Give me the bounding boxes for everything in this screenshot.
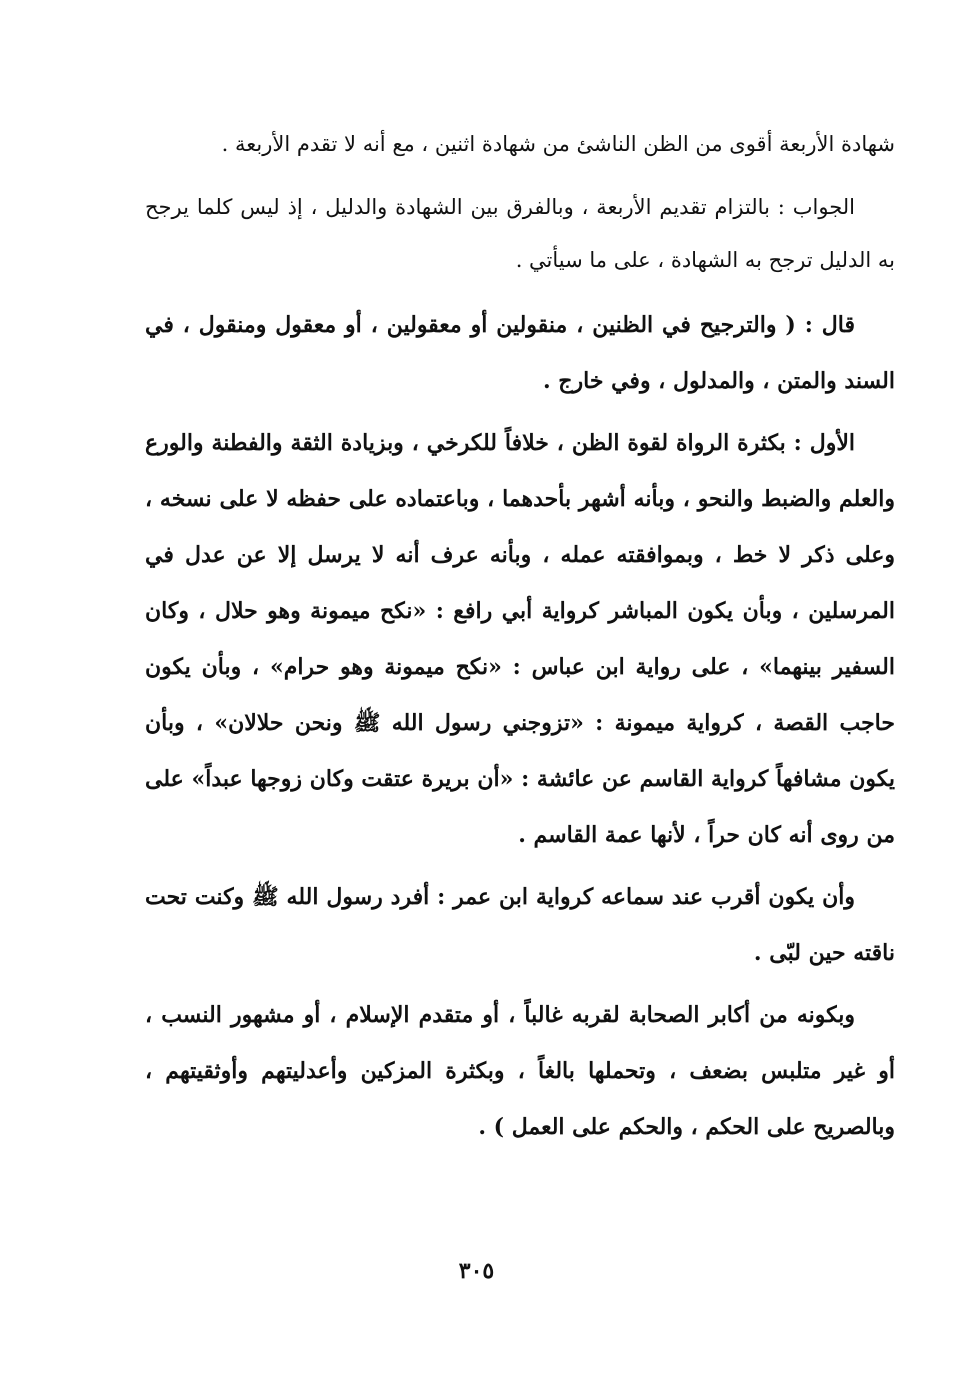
paragraph-companions: وبكونه من أكابر الصحابة لقربه غالباً ، أو متقدم الإسلام ، أو مشهور النسب ، أو غير متلبس بضعف ، وتحملها بالغاً ، وبكثرة المزكين وأعدليتهم وأوثقيتهم ، وبالصريح على الحكم ، والحكم على العمل ) .: [145, 1002, 895, 1140]
paragraph-first: الأول : بكثرة الرواة لقوة الظن ، خلافاً للكرخي ، وبزيادة الثقة والفطنة والورع والعلم والضبط والنحو ، وبأنه أشهر بأحدهما ، وباعتماده على حفظه لا على نسخه ، وعلى ذكر لا خط ، وبموافقته عمله ، وبأنه عرف أنه لا يرسل إلا عن عدل في المرسلين ، وبأن يكون المباشر كرواية أبي رافع : «نكح ميمونة وهو حلال ، وكان السفير بينهما» ، على رواية ابن عباس : «نكح ميمونة وهو حرام» ، وبأن يكون حاجب القصة ، كرواية ميمونة : «تزوجني رسول الله ﷺ ونحن حلالان» ، وبأن يكون مشافهاً كرواية القاسم عن عائشة : «أن بريرة عتقت وكان زوجها عبداً» على من روى أنه كان حراً ، لأنها عمة القاسم .: [145, 430, 895, 848]
paragraph-continuation: شهادة الأربعة أقوى من الظن الناشئ من شهادة اثنين ، مع أنه لا تقدم الأربعة .: [221, 132, 895, 156]
text-body: [145, 118, 895, 1161]
paragraph-qala: قال : ( والترجيح في الظنين ، منقولين أو معقولين ، أو معقول ومنقول ، في السند والمتن ، والمدلول ، وفي خارج .: [145, 312, 895, 394]
paragraph-closeness: وأن يكون أقرب عند سماعه كرواية ابن عمر : أفرد رسول الله ﷺ وكنت تحت ناقته حين لبّى .: [145, 884, 895, 966]
page-number: ٣٠٥: [458, 1258, 495, 1284]
paragraph-answer: الجواب : بالتزام تقديم الأربعة ، وبالفرق بين الشهادة والدليل ، إذ ليس كلما يرجح به الدليل ترجح به الشهادة ، على ما سيأتي .: [145, 195, 895, 272]
